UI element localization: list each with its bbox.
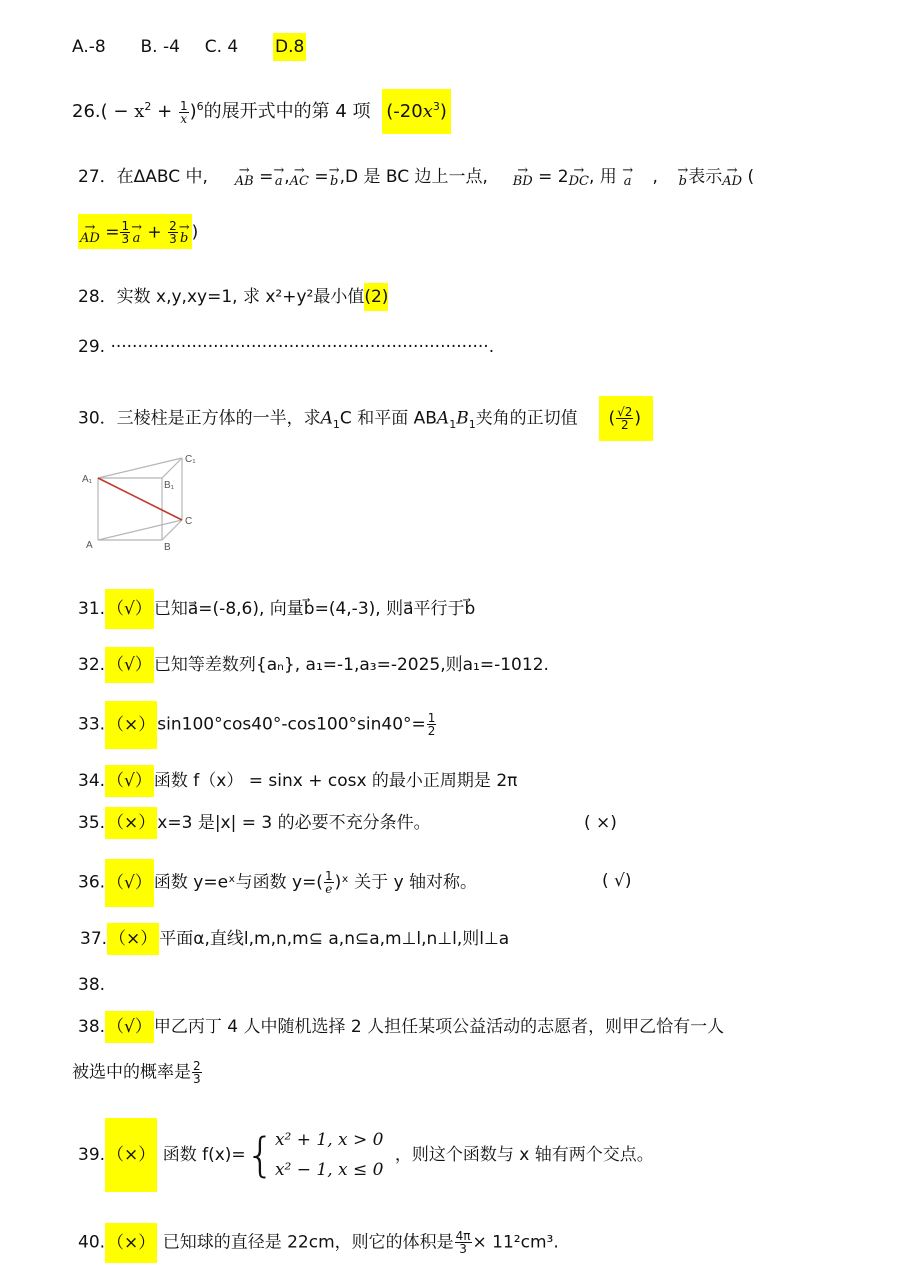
q25-option-a: A.-8 bbox=[72, 37, 106, 57]
edge-a-c bbox=[98, 520, 182, 540]
q27-ans-plus: + bbox=[147, 222, 162, 243]
q27-answer-line bbox=[78, 214, 198, 249]
q26-ans-exp: 3 bbox=[432, 100, 440, 113]
q35-mark: （×） bbox=[105, 807, 157, 839]
q27-eq1: = bbox=[259, 167, 274, 187]
vec-ad-label: AD bbox=[722, 174, 743, 189]
q38-line2-text: 被选中的概率是 bbox=[72, 1062, 191, 1083]
q39-case2: x² − 1, x ≤ 0 bbox=[274, 1160, 384, 1180]
q25-options bbox=[72, 36, 306, 58]
q33-text: sin100°cos40°-cos100°sin40°= bbox=[157, 714, 426, 735]
q40-mark: （×） bbox=[105, 1223, 157, 1263]
q36-fraction bbox=[324, 870, 334, 895]
q38-line2 bbox=[72, 1060, 203, 1085]
q30-sub1: 1 bbox=[332, 417, 340, 431]
q32 bbox=[78, 654, 549, 676]
q30-a1: A bbox=[320, 408, 333, 429]
vec-bd: → BD bbox=[512, 163, 533, 189]
q37-text: 平面α,直线l,m,n,m⊆ a,n⊆a,m⊥l,n⊥l,则l⊥a bbox=[159, 929, 510, 949]
q27-eq3: = 2 bbox=[538, 167, 569, 187]
q38-number: 38. bbox=[78, 1017, 106, 1037]
q32-number: 32. bbox=[78, 655, 106, 675]
q27-text2: , 用 bbox=[588, 167, 617, 187]
q33-number: 33. bbox=[78, 714, 106, 735]
q36 bbox=[78, 870, 477, 895]
vec-ab: → AB bbox=[234, 163, 254, 189]
q40-frac-den: 3 bbox=[459, 1242, 467, 1256]
q26-number: 26. bbox=[72, 101, 101, 122]
q27-f2-num: 2 bbox=[169, 219, 177, 233]
q27-eq2: = bbox=[314, 167, 329, 187]
q31-mark: （√） bbox=[105, 589, 154, 629]
q36-text2: )ˣ 关于 y 轴对称。 bbox=[334, 872, 478, 893]
q30-answer bbox=[599, 396, 654, 441]
edge-b-c bbox=[162, 520, 182, 540]
vec-a2: → a bbox=[622, 163, 634, 189]
q39-brace: { bbox=[245, 1128, 275, 1182]
label-a1: A₁ bbox=[82, 474, 93, 485]
prism-figure bbox=[78, 448, 208, 558]
vec-a: → a bbox=[273, 163, 285, 189]
q38-empty bbox=[78, 974, 105, 996]
ans-vec-b-label: b bbox=[180, 231, 189, 246]
ans-vec-ad: → AD bbox=[80, 220, 100, 246]
q28-text: 28．实数 x,y,xy=1, 求 x²+y²最小值 bbox=[78, 287, 365, 307]
q38-text: 甲乙丙丁 4 人中随机选择 2 人担任某项公益活动的志愿者，则甲乙恰有一人 bbox=[153, 1017, 725, 1037]
q26-frac-num: 1 bbox=[179, 98, 188, 113]
q30-ans-close: ) bbox=[634, 408, 642, 429]
q27-text4: 表示 bbox=[688, 167, 723, 187]
vec-dc: → DC bbox=[568, 163, 589, 189]
q28-answer: (2) bbox=[364, 283, 388, 311]
vec-b-label: b bbox=[329, 174, 339, 189]
q30-b1: B bbox=[456, 408, 469, 429]
q32-text: 已知等差数列{aₙ}, a₁=-1,a₃=-2025,则a₁=-1012. bbox=[153, 655, 549, 675]
q40 bbox=[78, 1230, 559, 1255]
q26 bbox=[72, 96, 451, 125]
q26-frac-den: x bbox=[180, 111, 188, 126]
ans-vec-ad-label: AD bbox=[80, 231, 100, 246]
q30-text3: 夹角的正切值 bbox=[475, 408, 578, 429]
q26-paren: ( bbox=[100, 101, 108, 122]
q36-frac-den: e bbox=[325, 882, 333, 896]
q27-ans-close: ) bbox=[191, 222, 199, 243]
q40-fraction bbox=[455, 1230, 472, 1255]
q26-answer bbox=[382, 89, 451, 134]
label-c1: C₁ bbox=[185, 454, 196, 465]
q28 bbox=[78, 286, 388, 308]
q27-line1 bbox=[78, 163, 755, 189]
q39-cases bbox=[275, 1125, 384, 1185]
q38-frac-num: 2 bbox=[193, 1059, 201, 1073]
q30 bbox=[78, 396, 653, 441]
q39-number: 39. bbox=[78, 1145, 106, 1165]
q31-text: 已知a⃗=(-8,6), 向量b⃗=(4,-3), 则a⃗平行于b⃗ bbox=[153, 599, 476, 619]
q39-text: 函数 f(x)= bbox=[162, 1145, 246, 1165]
q26-x: x bbox=[134, 101, 145, 122]
q36-number: 36. bbox=[78, 872, 106, 893]
q35 bbox=[78, 812, 431, 834]
q38 bbox=[78, 1016, 724, 1038]
q27-f1-den: 3 bbox=[121, 232, 130, 246]
q33-frac-den: 2 bbox=[427, 724, 436, 738]
q26-text: 的展开式中的第 4 项 bbox=[203, 101, 371, 122]
vec-ac: → AC bbox=[289, 163, 310, 189]
label-b1: B₁ bbox=[164, 480, 175, 491]
q37 bbox=[80, 928, 509, 950]
edge-a1-c1 bbox=[98, 458, 182, 478]
q39-case1: x² + 1, x > 0 bbox=[274, 1130, 384, 1150]
q29-text: 29. ······································································. bbox=[78, 337, 495, 357]
q30-ans-num: √2 bbox=[617, 405, 633, 419]
q26-plus: + bbox=[157, 101, 173, 122]
q36-tail: ( √) bbox=[602, 871, 632, 891]
q33-fraction bbox=[427, 712, 437, 737]
ans-vec-a: → a bbox=[131, 220, 143, 246]
q27-answer bbox=[78, 214, 192, 249]
q30-ans-frac bbox=[616, 406, 633, 431]
vec-ac-label: AC bbox=[289, 174, 310, 189]
q27-ans-eq: = bbox=[105, 222, 120, 243]
vec-ab-label: AB bbox=[234, 174, 254, 189]
q36-mark: （√） bbox=[105, 859, 154, 907]
q25-option-d: D.8 bbox=[273, 33, 306, 61]
q30-ans-den: 2 bbox=[620, 418, 629, 432]
q39 bbox=[78, 1118, 654, 1192]
vec-b2: → b bbox=[677, 163, 689, 189]
q27-paren: ( bbox=[747, 167, 755, 187]
q39-mark: （×） bbox=[105, 1118, 157, 1192]
q26-exp2: 2 bbox=[144, 100, 152, 113]
ans-vec-a-label: a bbox=[132, 231, 141, 246]
q38-fraction bbox=[192, 1060, 202, 1085]
q36-frac-num: 1 bbox=[324, 869, 333, 883]
vec-b: → b bbox=[328, 163, 340, 189]
q27-text1: ,D 是 BC 边上一点, bbox=[339, 167, 488, 187]
q25-option-b: B. -4 bbox=[140, 37, 180, 57]
q27-text3: , bbox=[652, 167, 658, 187]
q27-comma: , bbox=[284, 167, 290, 187]
q34 bbox=[78, 770, 517, 792]
q25-option-c: C. 4 bbox=[204, 37, 239, 57]
vec-dc-label: DC bbox=[568, 174, 589, 189]
q35-tail: ( ×) bbox=[584, 813, 617, 833]
label-c: C bbox=[185, 516, 193, 527]
q30-sub2: 1 bbox=[449, 417, 457, 431]
q37-number: 37. bbox=[80, 929, 108, 949]
q34-mark: （√） bbox=[105, 765, 154, 797]
q33-mark: （×） bbox=[105, 701, 157, 749]
q34-number: 34. bbox=[78, 771, 106, 791]
q31 bbox=[78, 598, 475, 620]
vec-a2-label: a bbox=[623, 174, 632, 189]
q29 bbox=[78, 336, 494, 358]
edge-b1-c1 bbox=[162, 458, 182, 478]
q38-mark: （√） bbox=[105, 1011, 154, 1043]
q30-text1: 30．三棱柱是正方体的一半，求 bbox=[78, 408, 321, 429]
q26-minus: − bbox=[113, 101, 129, 122]
q26-fraction bbox=[179, 100, 189, 125]
ans-vec-b: → b bbox=[178, 220, 190, 246]
q31-number: 31. bbox=[78, 599, 106, 619]
q30-a1b: A bbox=[436, 408, 450, 429]
q27-number: 27．在ΔABC 中, bbox=[78, 167, 208, 187]
q40-text: 已知球的直径是 22cm，则它的体积是 bbox=[162, 1232, 454, 1253]
q26-exp6: 6 bbox=[196, 100, 204, 113]
q40-text2: × 11²cm³. bbox=[472, 1232, 559, 1253]
q26-paren-close: ) bbox=[189, 101, 197, 122]
vec-a-label: a bbox=[274, 174, 283, 189]
q27-ans-frac1 bbox=[120, 220, 130, 245]
q26-ans-prefix: (-20 bbox=[386, 101, 423, 122]
q36-text: 函数 y=eˣ与函数 y=( bbox=[153, 872, 323, 893]
q39-text2: ，则这个函数与 x 轴有两个交点。 bbox=[394, 1145, 654, 1165]
q27-f1-num: 1 bbox=[121, 219, 130, 233]
vec-bd-label: BD bbox=[512, 174, 533, 189]
q40-number: 40. bbox=[78, 1232, 106, 1253]
vec-ad: → AD bbox=[722, 163, 743, 189]
q27-f2-den: 3 bbox=[169, 232, 177, 246]
q27-ans-frac2 bbox=[168, 220, 178, 245]
q34-text: 函数 f（x） = sinx + cosx 的最小正周期是 2π bbox=[153, 771, 518, 791]
q40-frac-num: 4π bbox=[455, 1229, 471, 1243]
label-a: A bbox=[86, 540, 93, 551]
q26-ans-x: x bbox=[422, 101, 433, 122]
label-b: B bbox=[164, 542, 171, 553]
q38-empty-number: 38. bbox=[78, 975, 106, 995]
q30-sub3: 1 bbox=[468, 417, 476, 431]
q32-mark: （√） bbox=[105, 647, 154, 683]
vec-b2-label: b bbox=[678, 174, 687, 189]
q35-number: 35. bbox=[78, 813, 106, 833]
q33 bbox=[78, 712, 437, 737]
q33-frac-num: 1 bbox=[427, 711, 436, 725]
q35-text: x=3 是|x| = 3 的必要不充分条件。 bbox=[157, 813, 431, 833]
q37-mark: （×） bbox=[107, 923, 159, 955]
q30-text2: C 和平面 AB bbox=[339, 408, 437, 429]
q38-frac-den: 3 bbox=[193, 1072, 201, 1086]
q26-ans-suffix: ) bbox=[439, 101, 447, 122]
q30-ans-open: ( bbox=[608, 408, 616, 429]
